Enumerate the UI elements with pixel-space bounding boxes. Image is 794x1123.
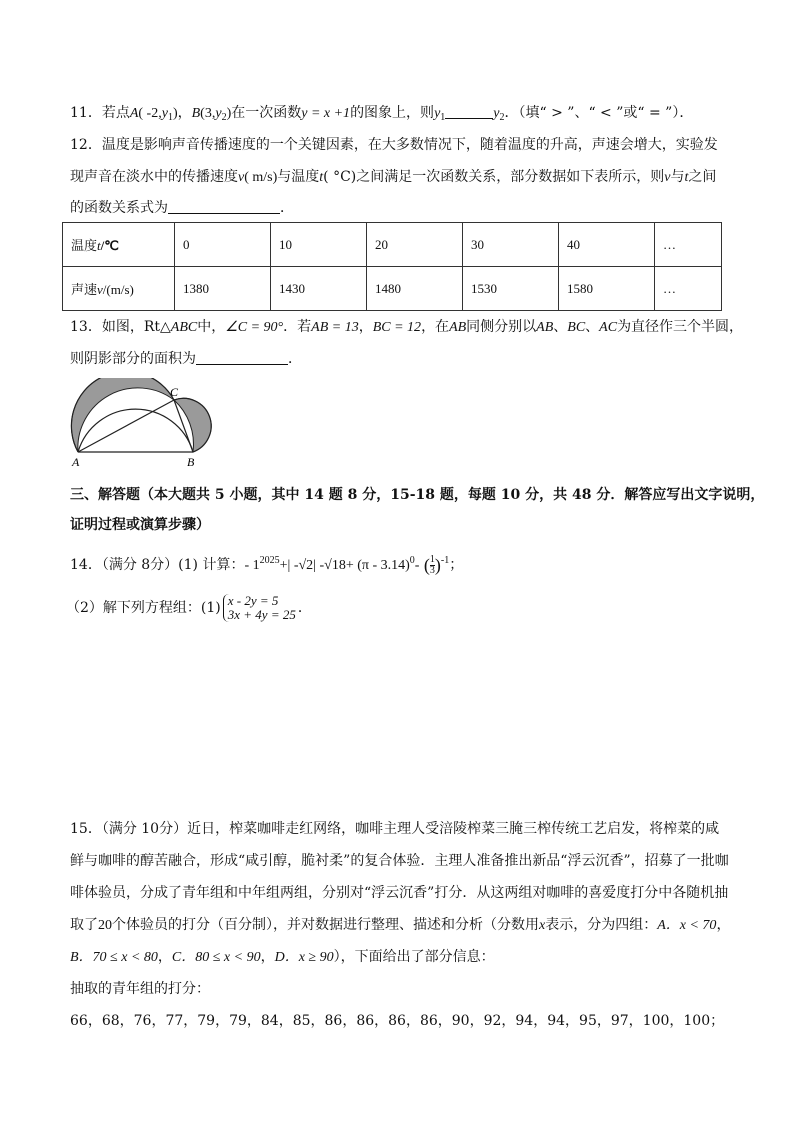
var-v: v [97, 282, 103, 297]
equation-2: 3x + 4y = 25 [227, 607, 296, 622]
ab-expr: AB = 13 [311, 320, 359, 335]
exponent: 0 [409, 555, 415, 566]
point-a-coord: ( -2, [138, 106, 162, 121]
q13-text: 则阴影部分的面积为 [70, 351, 196, 367]
label-c: C [170, 385, 179, 399]
expr-part: - 1 [244, 558, 260, 573]
expr-part: | - [313, 558, 325, 573]
q15-line2: 鲜与咖啡的醇苦融合，形成“咸引醇，脆衬柔”的复合体验．主理人准备推出新品“浮云沉香”，招募了一批咖 [70, 853, 729, 869]
table-cell: 1380 [175, 267, 271, 311]
q13-text: 中， [197, 319, 226, 335]
group-a: A．x < 70 [657, 918, 717, 933]
exponent: -1 [440, 555, 450, 566]
var-t: t [319, 170, 324, 185]
segment-ac: AC [599, 320, 618, 335]
y1-sub: 1 [440, 112, 446, 123]
answer-blank[interactable] [196, 350, 288, 365]
equation-1: x - 2y = 5 [227, 593, 279, 608]
q14-text: （2）解下列方程组：(1) [66, 600, 221, 616]
expr-part: - [414, 558, 420, 573]
table-cell: 40 [559, 223, 655, 267]
q13-line1 [70, 318, 743, 337]
y1-var: y [161, 106, 168, 121]
var-v: v [238, 170, 245, 185]
q13-text: 为直径作三个半圆， [617, 319, 744, 335]
table-cell: 1530 [463, 267, 559, 311]
table-header-cell [63, 223, 175, 267]
semicircles-figure [66, 378, 216, 470]
equation-system [223, 594, 296, 622]
q13-text: ． [288, 351, 302, 367]
table-cell: 1480 [367, 267, 463, 311]
sqrt-18: √18 [324, 558, 346, 573]
q12-line1: 12．温度是影响声音传播速度的一个关键因素，在大多数情况下，随着温度的升高，声速会增大，实验发 [70, 137, 718, 153]
data-table [62, 222, 722, 311]
q12-text: 的函数关系式为 [70, 200, 168, 216]
label-a: A [72, 455, 80, 469]
var-t: t [97, 238, 101, 253]
q11-text: 在一次函数 [231, 105, 302, 121]
group-b: B．70 ≤ x < 80 [70, 950, 158, 965]
table-cell: 0 [175, 223, 271, 267]
q13-text: ， [358, 319, 373, 335]
segment-ab: AB [449, 320, 467, 335]
q12-text: ． [280, 200, 294, 216]
q12-text: ( m/s)与温度 [244, 170, 320, 185]
expr-part: +| - [279, 558, 299, 573]
expr-part: + (π - 3.14) [345, 558, 410, 573]
group-d: D．x ≥ 90 [274, 950, 334, 965]
q12-text: 现声音在淡水中的传播速度 [70, 169, 238, 185]
q11-line [70, 104, 693, 127]
sqrt-2: √2 [298, 558, 314, 573]
q15-text: 取了 [70, 917, 98, 933]
label-text: 温度 [71, 239, 98, 254]
q15-text: ），下面给出了部分信息： [333, 949, 495, 965]
section3-line2: 证明过程或演算步骤） [70, 517, 210, 533]
q14-line1 [70, 552, 463, 576]
q12-line2 [70, 168, 716, 187]
numerator: 1 [429, 553, 435, 565]
bc-expr: BC = 12 [372, 320, 422, 335]
q15-line7: 66，68，76，77，79，79，84，85，86，86，86，86，90，92，94，94，95，97，100，100； [70, 1013, 725, 1029]
q13-text: ，在 [421, 319, 450, 335]
function-expr: y = x +1 [301, 106, 351, 121]
q15-line6: 抽取的青年组的打分： [70, 981, 210, 997]
answer-blank[interactable] [168, 199, 280, 214]
q15-line3: 啡体验员，分成了青年组和中年组两组，分别对“浮云沉香”打分．从这两组对咖啡的喜爱度打分中各随机抽 [70, 885, 729, 901]
table-cell: 10 [271, 223, 367, 267]
q13-text: 13．如图，Rt [70, 319, 160, 335]
y1-var: y [434, 106, 441, 121]
q13-text: 、 [585, 319, 600, 335]
table-cell: … [655, 223, 722, 267]
q14-line2 [66, 594, 312, 622]
number: 20 [98, 918, 112, 933]
q15-text: ， [260, 949, 275, 965]
q13-line2 [70, 350, 302, 368]
q13-text: 同侧分别以 [466, 319, 537, 335]
paren: ) [226, 106, 232, 121]
segment-ab: AB [536, 320, 554, 335]
table-cell: 20 [367, 223, 463, 267]
table-row [63, 267, 722, 311]
q11-text: 的图象上，则 [350, 105, 435, 121]
table-cell: 1580 [559, 267, 655, 311]
q15-text: 表示，分为四组： [545, 917, 658, 933]
comma: ， [177, 105, 192, 121]
point-a: A [129, 106, 139, 121]
q15-text: ， [716, 917, 731, 933]
q12-text: ( °C)之间满足一次函数关系，部分数据如下表所示，则 [323, 169, 665, 185]
q15-line4 [70, 916, 730, 935]
triangle-name: ABC [170, 320, 198, 335]
q11-text: 11．若点 [70, 105, 130, 121]
var-v: v [664, 170, 671, 185]
q15-text: ， [157, 949, 172, 965]
label-text: 声速 [71, 283, 98, 298]
section3-line1: 三、解答题（本大题共 5 小题，其中 14 题 8 分，15-18 题，每题 10 分，共 48 分．解答应写出文字说明， [70, 487, 765, 503]
right-paren: ) [434, 555, 441, 575]
denominator: 3 [429, 564, 435, 576]
exponent: 2025 [259, 555, 280, 566]
unit: /(m/s) [102, 282, 134, 297]
q13-text: ．若 [283, 319, 312, 335]
left-paren: ( [423, 555, 430, 575]
q12-text: 与 [670, 169, 685, 185]
y2-var: y [493, 106, 500, 121]
q14-text: ； [449, 557, 464, 573]
answer-blank[interactable] [445, 104, 493, 119]
label-b: B [187, 455, 195, 469]
q15-line1: 15．（满分 10分）近日，榨菜咖啡走红网络，咖啡主理人受涪陵榨菜三腌三榨传统工艺启发，将榨菜的咸 [70, 821, 720, 837]
y2-var: y [215, 106, 222, 121]
q14-text: 14．（满分 8分）(1) 计算： [70, 557, 245, 573]
unit: /℃ [100, 238, 119, 253]
q12-line3 [70, 199, 294, 217]
y2-sub: 2 [221, 112, 227, 123]
semicircle-ab [78, 409, 193, 452]
q11-text: ．（填“ > ”、“ < ”或“ = ”）． [504, 105, 694, 121]
y2-sub: 2 [499, 112, 505, 123]
group-c: C．80 ≤ x < 90 [171, 950, 261, 965]
q14-text: ． [297, 600, 312, 616]
point-b: B [191, 106, 201, 121]
table-row [63, 223, 722, 267]
var-t: t [684, 170, 689, 185]
y1-sub: 1 [167, 112, 173, 123]
table-cell: … [655, 267, 722, 311]
q13-text: 、 [553, 319, 568, 335]
segment-bc: BC [567, 320, 586, 335]
q15-line5 [70, 948, 495, 967]
q15-text: 个体验员的打分（百分制），并对数据进行整理、描述和分析（分数用 [112, 917, 539, 933]
q12-text: 之间 [688, 169, 717, 185]
table-header-cell [63, 267, 175, 311]
table-cell: 30 [463, 223, 559, 267]
angle-expr: ∠C = 90° [225, 320, 284, 335]
table-cell: 1430 [271, 267, 367, 311]
triangle-symbol: △ [159, 319, 171, 335]
paren: ) [172, 106, 178, 121]
var-x: x [539, 918, 546, 933]
point-b-coord: (3, [200, 106, 216, 121]
